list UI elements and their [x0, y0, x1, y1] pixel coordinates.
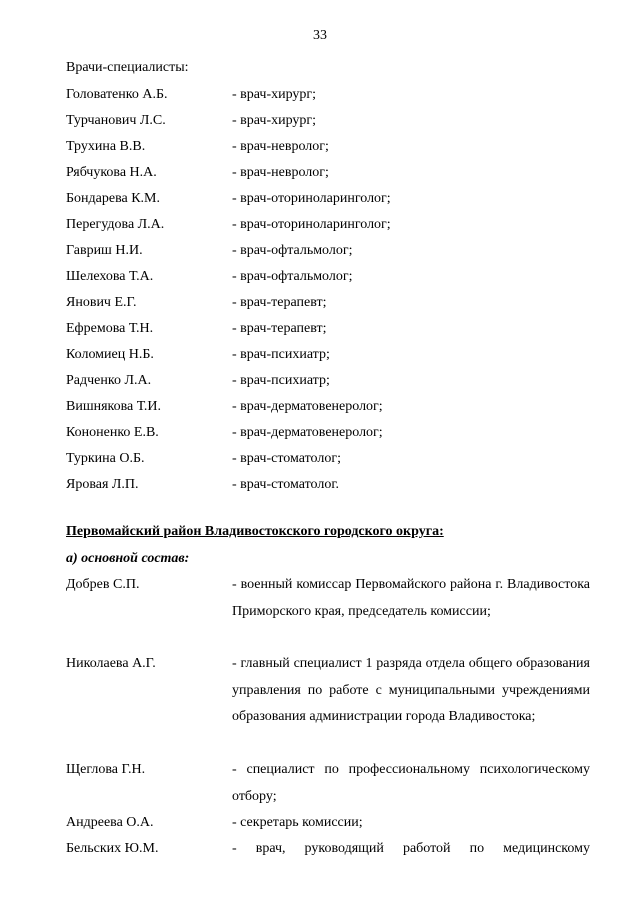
composition-subtitle: а) основной состав:: [66, 551, 190, 566]
member-role: - врач, руководящий работой по медицинскому: [232, 841, 590, 856]
specialist-role: - врач-стоматолог.: [232, 477, 340, 492]
specialist-name: Вишнякова Т.И.: [66, 399, 162, 414]
specialist-role: - врач-психиатр;: [232, 347, 330, 362]
specialist-role: - врач-офтальмолог;: [232, 243, 353, 258]
specialist-name: Шелехова Т.А.: [66, 269, 154, 284]
specialist-role: - врач-психиатр;: [232, 373, 330, 388]
specialists-heading: Врачи-специалисты:: [66, 60, 189, 75]
specialist-name: Ефремова Т.Н.: [66, 321, 154, 336]
district-title: Первомайский район Владивостокского городского округа:: [66, 524, 444, 539]
member-name: Щеглова Г.Н.: [66, 762, 146, 777]
member-name: Бельских Ю.М.: [66, 841, 159, 856]
member-role: - военный комиссар Первомайского района г. Владивостока Приморского края, председатель комиссии;: [232, 577, 590, 619]
specialist-name: Перегудова Л.А.: [66, 217, 165, 232]
member-role: - главный специалист 1 разряда отдела общего образования управления по работе с муниципальными учреждениями образования администрации города Владивостока;: [232, 656, 590, 724]
specialist-name: Рябчукова Н.А.: [66, 165, 157, 180]
page-number: 33: [313, 28, 327, 43]
specialist-role: - врач-оториноларинголог;: [232, 217, 391, 232]
specialist-name: Радченко Л.А.: [66, 373, 152, 388]
specialist-name: Туркина О.Б.: [66, 451, 145, 466]
specialist-role: - врач-невролог;: [232, 165, 329, 180]
specialist-name: Бондарева К.М.: [66, 191, 161, 206]
specialist-name: Турчанович Л.С.: [66, 113, 166, 128]
specialist-name: Трухина В.В.: [66, 139, 146, 154]
specialist-role: - врач-оториноларинголог;: [232, 191, 391, 206]
member-name: Андреева О.А.: [66, 815, 154, 830]
member-name: Николаева А.Г.: [66, 656, 156, 671]
specialist-role: - врач-дерматовенеролог;: [232, 399, 383, 414]
member-role: - специалист по профессиональному психологическому отбору;: [232, 762, 590, 804]
specialist-role: - врач-невролог;: [232, 139, 329, 154]
member-role: - секретарь комиссии;: [232, 815, 363, 830]
specialist-name: Яровая Л.П.: [66, 477, 139, 492]
specialist-name: Коломиец Н.Б.: [66, 347, 154, 362]
specialist-name: Янович Е.Г.: [66, 295, 137, 310]
specialist-name: Гавриш Н.И.: [66, 243, 143, 258]
specialist-role: - врач-хирург;: [232, 113, 317, 128]
specialist-name: Головатенко А.Б.: [66, 87, 168, 102]
specialist-role: - врач-терапевт;: [232, 321, 327, 336]
specialist-name: Кононенко Е.В.: [66, 425, 159, 440]
specialist-role: - врач-хирург;: [232, 87, 317, 102]
specialist-role: - врач-офтальмолог;: [232, 269, 353, 284]
specialist-role: - врач-стоматолог;: [232, 451, 341, 466]
specialist-role: - врач-дерматовенеролог;: [232, 425, 383, 440]
specialist-role: - врач-терапевт;: [232, 295, 327, 310]
member-name: Добрев С.П.: [66, 577, 140, 592]
